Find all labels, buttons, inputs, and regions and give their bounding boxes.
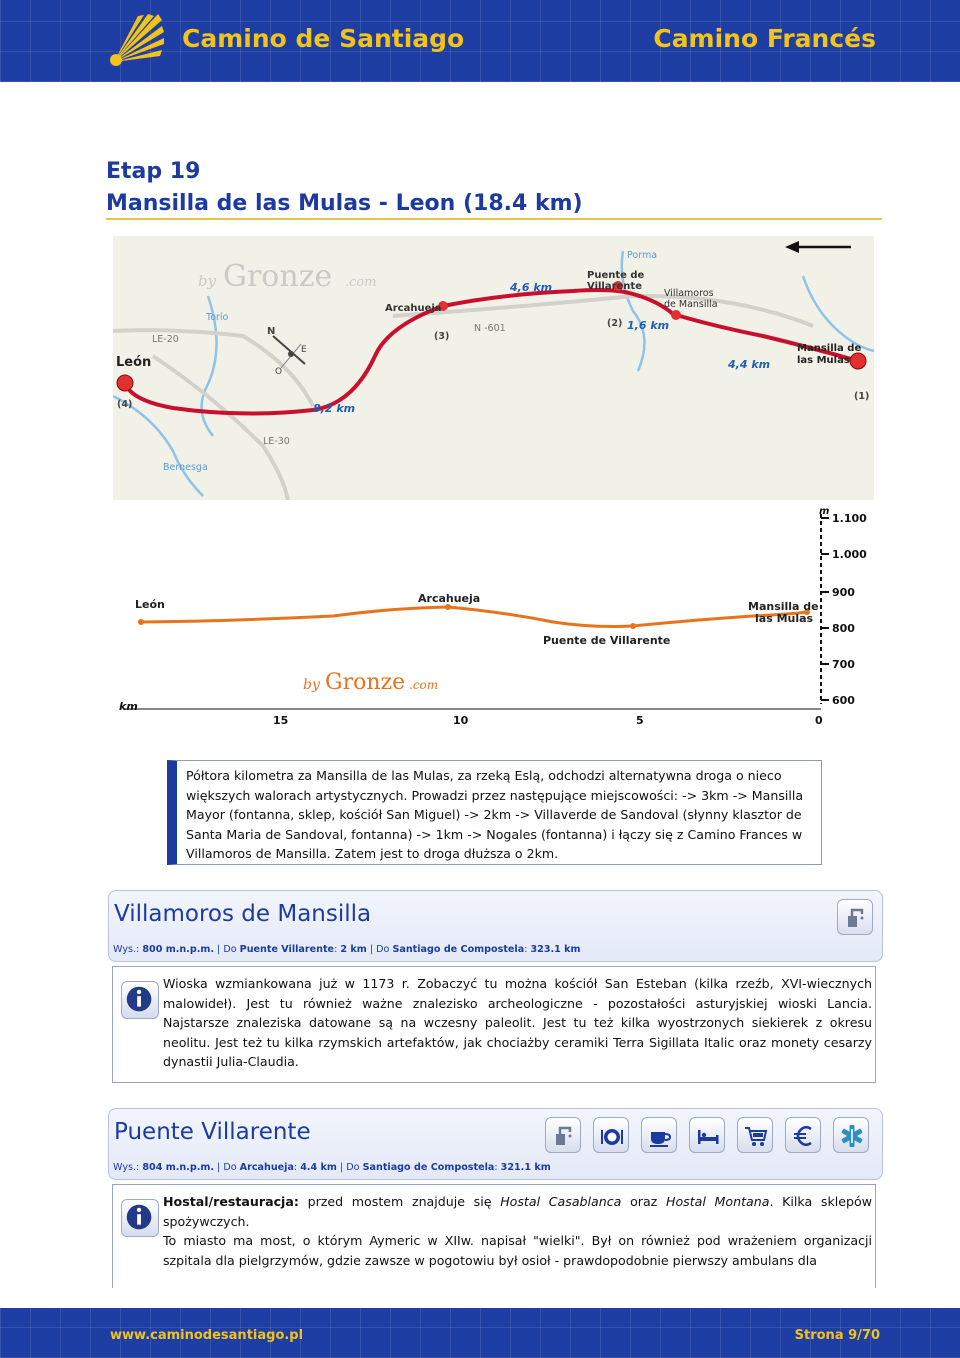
fountain-icon[interactable] bbox=[837, 899, 873, 935]
map-road-n601: N -601 bbox=[474, 323, 506, 334]
map-road-le30: LE-30 bbox=[263, 436, 290, 447]
profile-label-arcahueja: Arcahueja bbox=[418, 592, 481, 605]
alt-tick-5: 700 bbox=[832, 658, 855, 671]
map-label-leon: León bbox=[116, 355, 152, 370]
elevation-profile-svg bbox=[113, 504, 874, 728]
le30-road bbox=[153, 356, 288, 500]
profile-label-mansilla-1: Mansilla de bbox=[748, 600, 819, 613]
next-place: Puente Villarente bbox=[239, 944, 335, 955]
map-distance-1: 8,2 km bbox=[313, 402, 356, 415]
map-label-bernesga: Bernesga bbox=[163, 462, 208, 473]
next-label: Do bbox=[223, 944, 237, 955]
meta-separator: | bbox=[217, 1162, 221, 1173]
route-map-svg bbox=[113, 236, 874, 500]
route-intro-text: Półtora kilometra za Mansilla de las Mulas, za rzeką Eslą, odchodzi alternatywna droga o nieco większych walorach artystycznych. Prowadzi przez następujące miejscowości: -> 3km -> Mansilla Mayor (fontanna, sklep, kościół San Miguel) -> 2km -> Villaverde de Sandoval (słynny klasztor de Santa Maria de Sandoval, fontanna) -> 1km -> Nogales (fontanna) i łączy się z Camino Frances w Villamoros de Mansilla. Zatem jest to droga dłuższa o 2km. bbox=[186, 768, 804, 861]
alt-tick-6: 600 bbox=[832, 694, 855, 707]
town-header-villamoros bbox=[108, 890, 883, 962]
town-name: Puente Villarente bbox=[114, 1119, 311, 1145]
map-label-mansilla-1: Mansilla de bbox=[797, 343, 862, 354]
map-label-villamoros-2: de Mansilla bbox=[664, 299, 718, 310]
route-intro-panel bbox=[167, 760, 822, 865]
map-label-porma: Porma bbox=[627, 250, 658, 261]
alt-tick-2: 1.000 bbox=[832, 548, 867, 561]
town-description: Wioska wzmiankowana już w 1173 r. Zobaczyć tu można kościół San Esteban (kilka rzeźb, XVI-wiecznych malowideł). Jest tu również ważne znalezisko archeologiczne - pozostałości asturyjskiej wioski Lancia. Najstarsze znaleziska datowane są na wczesny paleolit. Jest tu też kilka wyostrzonych siekierek z okresu neolitu. Jest też tu kilka rzymskich artefaktów, jak chociażby ceramiki Terra Sigillata Italic oraz monety cesarzy dynastii Julia-Claudia. bbox=[163, 976, 872, 1069]
bed-icon[interactable] bbox=[689, 1117, 725, 1153]
profile-point-leon bbox=[138, 619, 144, 625]
esla-river bbox=[803, 276, 874, 351]
medical-icon[interactable] bbox=[833, 1117, 869, 1153]
info-icon bbox=[121, 1199, 159, 1237]
alt-tick-1: 1.100 bbox=[832, 512, 867, 525]
profile-unit-km: km bbox=[119, 700, 138, 713]
compass-o: O bbox=[275, 367, 283, 377]
santiago-place: Santiago de Compostela bbox=[392, 944, 525, 955]
map-distance-4: 4,4 km bbox=[728, 358, 771, 371]
next-distance: 2 km bbox=[340, 944, 367, 955]
profile-point-puente bbox=[630, 623, 636, 629]
info-panel-villamoros bbox=[112, 966, 876, 1083]
profile-label-puente: Puente de Villarente bbox=[543, 634, 671, 647]
hostal-montana: Hostal Montana bbox=[665, 1194, 770, 1209]
map-marker-3: (3) bbox=[434, 331, 450, 342]
profile-watermark-name: Gronze bbox=[325, 670, 406, 695]
town-header-puente bbox=[108, 1108, 883, 1180]
compass-e: E bbox=[301, 345, 307, 355]
profile-watermark-by: by bbox=[303, 677, 320, 693]
town-name: Villamoros de Mansilla bbox=[114, 901, 372, 927]
scallop-shell-icon bbox=[108, 12, 166, 70]
next-place: Arcahueja bbox=[239, 1162, 294, 1173]
footer-banner bbox=[0, 1308, 960, 1358]
hostal-casablanca: Hostal Casablanca bbox=[500, 1194, 622, 1209]
page-number: Strona 9/70 bbox=[794, 1328, 880, 1343]
map-watermark-name: Gronze bbox=[223, 259, 333, 294]
next-distance: 4.4 km bbox=[300, 1162, 337, 1173]
direction-arrow-icon bbox=[785, 241, 851, 253]
santiago-label: Do bbox=[346, 1162, 360, 1173]
compass-n: N bbox=[267, 326, 276, 337]
stage-route: Mansilla de las Mulas - Leon (18.4 km) bbox=[106, 191, 583, 216]
profile-label-leon: León bbox=[135, 598, 165, 611]
map-marker-1: (1) bbox=[854, 391, 870, 402]
profile-unit-m: m bbox=[819, 506, 830, 517]
santiago-distance: 321.1 km bbox=[500, 1162, 551, 1173]
stage-title bbox=[106, 156, 583, 220]
altitude-ticks bbox=[821, 518, 829, 700]
map-label-villamoros-1: Villamoros bbox=[664, 288, 714, 299]
info-icon bbox=[121, 981, 159, 1019]
meta-separator: | bbox=[340, 1162, 344, 1173]
meta-separator: | bbox=[217, 944, 221, 955]
shop-icon[interactable] bbox=[737, 1117, 773, 1153]
restaurant-icon[interactable] bbox=[593, 1117, 629, 1153]
map-distance-3: 1,6 km bbox=[627, 319, 670, 332]
map-road-le20: LE-20 bbox=[152, 334, 179, 345]
santiago-place: Santiago de Compostela bbox=[362, 1162, 495, 1173]
cafe-icon[interactable] bbox=[641, 1117, 677, 1153]
text-run: oraz bbox=[621, 1194, 666, 1209]
footer-url-link[interactable]: www.caminodesantiago.pl bbox=[110, 1328, 304, 1343]
marker-mansilla bbox=[850, 353, 866, 369]
route-title: Camino Francés bbox=[653, 24, 876, 53]
map-label-puente-1: Puente de bbox=[587, 270, 645, 281]
alt-tick-4: 800 bbox=[832, 622, 855, 635]
info-panel-puente bbox=[112, 1184, 876, 1288]
title-divider bbox=[106, 218, 882, 220]
marker-villamoros bbox=[671, 310, 681, 320]
town-meta: Wys.: 800 m.n.p.m. | Do Puente Villarente: 2 km | Do Santiago de Compostela: 323.1 km bbox=[113, 944, 581, 955]
map-label-mansilla-2: las Mulas bbox=[797, 355, 850, 366]
map-label-torio: Torío bbox=[206, 312, 229, 323]
altitude-value: 800 m.n.p.m. bbox=[142, 944, 214, 955]
meta-separator: | bbox=[369, 944, 374, 955]
map-label-arcahueja: Arcahueja bbox=[385, 303, 442, 314]
altitude-value: 804 m.n.p.m. bbox=[142, 1162, 214, 1173]
n601-road bbox=[393, 296, 813, 326]
next-label: Do bbox=[223, 1162, 237, 1173]
elevation-line bbox=[141, 607, 807, 627]
accommodation-label: Hostal/restauracja: bbox=[163, 1194, 299, 1209]
top-banner bbox=[0, 0, 960, 82]
history-paragraph: To miasto ma most, o którym Aymeric w XIIw. napisał "wielki". Był on również pod wrażeniem organizacji szpitala dla pielgrzymów, gdzie zawsze w pogotowiu był osioł - prawdopodobnie pierwszy ambulans dla bbox=[163, 1233, 872, 1268]
marker-leon bbox=[117, 375, 133, 391]
km-tick-5: 5 bbox=[636, 714, 644, 727]
porma-river bbox=[622, 251, 645, 371]
profile-label-mansilla-2: las Mulas bbox=[755, 612, 814, 625]
km-tick-10: 10 bbox=[453, 714, 469, 727]
accommodation-paragraph bbox=[163, 1192, 872, 1231]
altitude-label: Wys.: bbox=[113, 944, 140, 955]
stage-number: Etap 19 bbox=[106, 159, 201, 184]
map-watermark-tld: .com bbox=[345, 275, 377, 290]
map-marker-4: (4) bbox=[117, 399, 133, 410]
profile-watermark-tld: .com bbox=[409, 678, 439, 692]
santiago-label: Do bbox=[376, 944, 390, 955]
map-distance-2: 4,6 km bbox=[510, 281, 553, 294]
elevation-profile bbox=[113, 504, 874, 728]
map-label-puente-2: Villarente bbox=[587, 281, 642, 292]
town-description bbox=[163, 1192, 872, 1270]
euro-icon[interactable] bbox=[785, 1117, 821, 1153]
fountain-icon[interactable] bbox=[545, 1117, 581, 1153]
site-title: Camino de Santiago bbox=[182, 24, 465, 53]
route-map bbox=[113, 236, 874, 500]
text-run: przed mostem znajduje się bbox=[298, 1194, 501, 1209]
altitude-label: Wys.: bbox=[113, 1162, 140, 1173]
map-watermark-by: by bbox=[198, 272, 217, 290]
alt-tick-3: 900 bbox=[832, 586, 855, 599]
town-meta: Wys.: 804 m.n.p.m. | Do Arcahueja: 4.4 km | Do Santiago de Compostela: 321.1 km bbox=[113, 1162, 551, 1173]
map-marker-2: (2) bbox=[607, 318, 623, 329]
km-tick-15: 15 bbox=[273, 714, 289, 727]
km-tick-0: 0 bbox=[815, 714, 823, 727]
text-run: . Kilka sklepów spożywczych. bbox=[163, 1194, 872, 1229]
santiago-distance: 323.1 km bbox=[530, 944, 581, 955]
